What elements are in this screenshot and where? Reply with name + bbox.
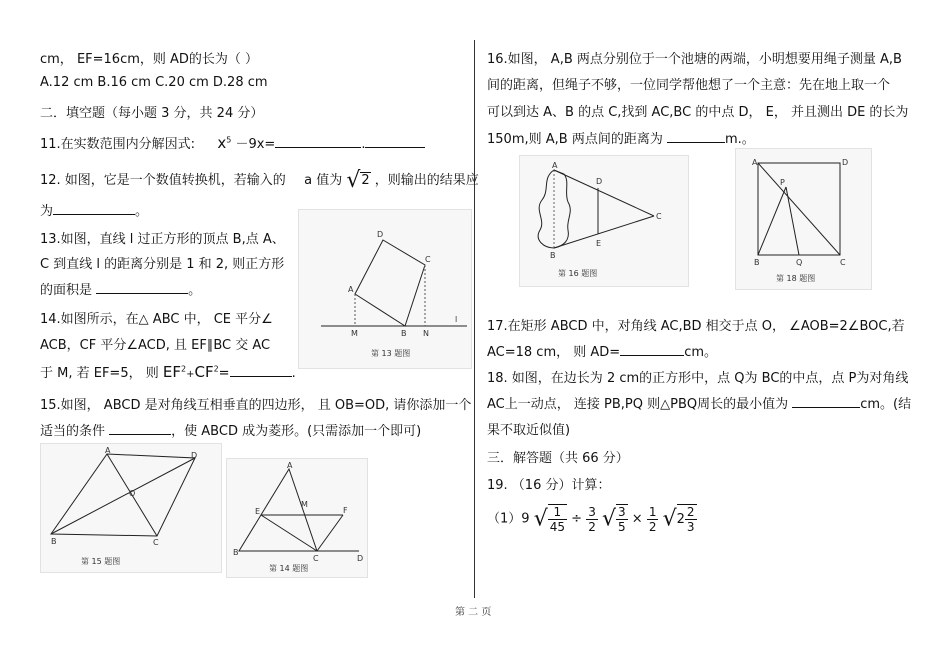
sqrt-icon: √ — [533, 506, 548, 532]
q11-x: x — [217, 134, 227, 152]
fig15-label-c: C — [153, 538, 159, 547]
q16-line4 — [487, 128, 755, 147]
fig15-label-a: A — [105, 446, 111, 455]
section2-heading: 二．填空题（每小题 3 分，共 24 分） — [40, 106, 264, 121]
sqrt-icon: √ — [662, 506, 677, 532]
q10-continuation: cm， EF=16cm，则 AD的长为（ ） — [40, 52, 259, 67]
plus-icon: + — [186, 369, 195, 380]
q11-rest: －9x= — [235, 137, 276, 152]
fig13-label-a: A — [348, 285, 354, 294]
sqrt-icon: √ — [601, 506, 616, 532]
q12-text-d: 为 — [40, 204, 54, 219]
frac-den: 5 — [618, 520, 626, 534]
q18-answer-blank[interactable] — [792, 395, 860, 408]
q14-end: . — [291, 366, 296, 381]
q14-ef: EF — [162, 363, 181, 381]
fig13-label-b: B — [401, 329, 407, 338]
q12-text-b: a 值为 — [304, 173, 343, 188]
frac-num: 3 — [588, 504, 596, 519]
q19-frac-5 — [685, 505, 697, 534]
q19-whole: 2 — [676, 512, 685, 527]
figure-14 — [226, 458, 368, 578]
q13-line3 — [40, 279, 201, 298]
q16-line1: 16.如图， A,B 两点分别位于一个池塘的两端，小明想要用绳子测量 A,B — [487, 52, 902, 67]
fig15-caption: 第 15 题图 — [81, 557, 121, 566]
q17-text-b: cm。 — [684, 345, 717, 360]
q12-end: 。 — [135, 204, 149, 219]
figure-15 — [40, 443, 222, 573]
fig13-label-m: M — [351, 329, 358, 338]
q18-text-b: cm。(结 — [860, 397, 912, 412]
fig18-label-c: C — [840, 258, 846, 267]
q12-sqrt-value: 2 — [361, 173, 370, 188]
frac-den: 2 — [648, 519, 657, 534]
q18-line1: 18. 如图，在边长为 2 cm的正方形中，点 Q为 BC的中点，点 P为对角线 — [487, 371, 909, 386]
q18-text-a: AC上一动点， 连接 PB,PQ 则△PBQ周长的最小值为 — [487, 397, 789, 412]
fig18-caption: 第 18 题图 — [776, 274, 816, 283]
fig18-label-d: D — [842, 158, 849, 167]
fig16-label-c: C — [656, 212, 662, 221]
q19-heading: 19. （16 分）计算： — [487, 478, 611, 493]
fig14-label-c: C — [313, 554, 319, 563]
fig13-label-c: C — [425, 255, 431, 264]
page-footer: 第 二 页 — [455, 607, 492, 618]
q15-line2 — [40, 420, 421, 439]
fig13-label-l: l — [455, 315, 458, 324]
fig18-label-a: A — [752, 158, 758, 167]
figure-16 — [519, 155, 689, 287]
q11-answer-blank[interactable] — [275, 135, 361, 148]
frac-den: 45 — [549, 520, 565, 534]
fig14-label-e: E — [255, 507, 261, 516]
fig16-caption: 第 16 题图 — [558, 269, 598, 278]
q14-sup-1: 2 — [180, 364, 187, 374]
fig16-label-a: A — [552, 161, 558, 170]
q19-frac-2 — [586, 505, 598, 534]
q19-frac-1 — [548, 504, 567, 534]
q17-text-a: AC=18 cm， 则 AD= — [487, 345, 621, 360]
q17-line2 — [487, 341, 717, 360]
fig14-label-b: B — [233, 548, 239, 557]
q15-text-a: 适当的条件 — [40, 424, 106, 439]
q16-line2: 间的距离，但绳子不够，一位同学帮他想了一个主意：先在地上取一个 — [487, 78, 891, 93]
fig18-label-b: B — [754, 258, 760, 267]
q11-answer-blank-2[interactable] — [365, 135, 425, 148]
q16-text-b: m.。 — [724, 132, 755, 147]
q14-cf: CF — [194, 363, 214, 381]
q11-exponent: 5 — [226, 135, 232, 145]
fig16-label-d: D — [596, 177, 603, 186]
q14-sup-2: 2 — [213, 364, 219, 374]
fig13-label-n: N — [423, 329, 429, 338]
q18-line2 — [487, 393, 911, 412]
q13-text: 的面积是 — [40, 283, 93, 298]
fig14-caption: 第 14 题图 — [269, 564, 309, 573]
fig14-label-a: A — [287, 461, 293, 470]
frac-num: 3 — [618, 505, 626, 519]
frac-den: 2 — [588, 519, 596, 534]
q15-text-b: ，使 ABCD 成为菱形。(只需添加一个即可) — [171, 424, 422, 439]
fig16-label-e: E — [596, 239, 602, 248]
fig15-label-o: O — [129, 489, 136, 498]
figure-13 — [298, 209, 472, 369]
q14-line3 — [40, 362, 296, 381]
frac-num: 2 — [686, 505, 695, 519]
frac-num: 1 — [548, 505, 567, 520]
q15-line1: 15.如图， ABCD 是对角线互相垂直的四边形， 且 OB=OD, 请你添加一个 — [40, 398, 472, 413]
q19-frac-4 — [647, 505, 659, 534]
fig16-label-b: B — [550, 251, 556, 260]
q17-answer-blank[interactable] — [620, 343, 684, 356]
q12-text-a: 12. 如图，它是一个数值转换机，若输入的 — [40, 173, 286, 188]
q18-line3: 果不取近似值) — [487, 423, 571, 438]
fig18-label-p: P — [780, 178, 785, 187]
q14-answer-blank[interactable] — [230, 364, 292, 377]
q16-line3: 可以到达 A、B 的点 C,找到 AC,BC 的中点 D， E， 并且测出 DE 的长为 — [487, 105, 909, 120]
q11 — [40, 133, 425, 152]
q10-options: A.12 cm B.16 cm C.20 cm D.28 cm — [40, 75, 268, 90]
q12-line1 — [40, 168, 479, 193]
q12-text-c: ，则输出的结果应 — [374, 173, 479, 188]
q13-end: 。 — [188, 283, 202, 298]
q11-prefix: 11.在实数范围内分解因式: — [40, 137, 196, 152]
fig15-label-b: B — [51, 537, 57, 546]
q14-text: 于 M, 若 EF=5， 则 — [40, 366, 159, 381]
q19-frac-3 — [616, 504, 628, 534]
q12-line2 — [40, 200, 148, 219]
q19-mixed — [677, 504, 697, 534]
fig14-label-d: D — [357, 554, 364, 563]
q14-line1: 14.如图所示，在△ ABC 中， CE 平分∠ — [40, 312, 273, 327]
frac-den: 3 — [686, 520, 695, 534]
column-divider — [474, 40, 475, 598]
q13-line2: C 到直线 l 的距离分别是 1 和 2, 则正方形 — [40, 257, 285, 272]
q14-line2: ACB，CF 平分∠ACD, 且 EF∥BC 交 AC — [40, 338, 271, 353]
sqrt-icon: √ — [346, 168, 361, 193]
q12-answer-blank[interactable] — [53, 202, 135, 215]
fig18-label-q: Q — [796, 258, 803, 267]
section3-heading: 三．解答题（共 66 分） — [487, 451, 629, 466]
fig13-caption: 第 13 题图 — [371, 349, 411, 358]
q13-answer-blank[interactable] — [96, 281, 188, 294]
q19-div: ÷ — [571, 511, 583, 527]
q14-eq: = — [218, 366, 230, 381]
q13-line1: 13.如图，直线 l 过正方形的顶点 B,点 A、 — [40, 232, 285, 247]
q16-answer-blank[interactable] — [667, 130, 725, 143]
q19-times: × — [631, 511, 643, 527]
q19-part1-label: （1）9 — [487, 511, 530, 527]
q19-expression — [487, 504, 697, 534]
figure-18 — [735, 148, 872, 290]
q16-text-a: 150m,则 A,B 两点间的距离为 — [487, 132, 663, 147]
fig14-label-m: M — [301, 500, 308, 509]
fig14-label-f: F — [343, 506, 348, 515]
q15-answer-blank[interactable] — [109, 422, 171, 435]
fig15-label-d: D — [191, 451, 198, 460]
q11-dot: . — [361, 137, 366, 152]
fig13-label-d: D — [377, 230, 384, 239]
frac-num: 1 — [648, 504, 657, 519]
q17-line1: 17.在矩形 ABCD 中，对角线 AC,BD 相交于点 O， ∠AOB=2∠BOC,若 — [487, 319, 905, 334]
